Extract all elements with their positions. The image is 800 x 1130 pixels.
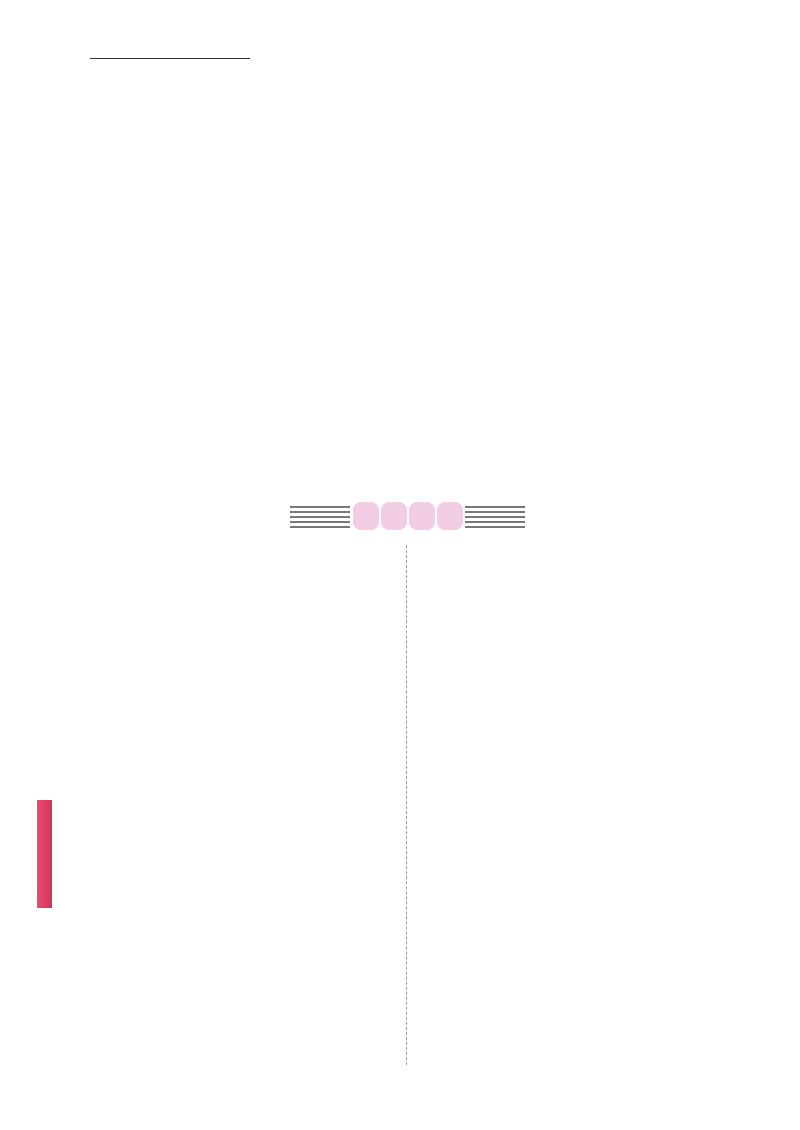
banner-stripes-left: [290, 506, 350, 528]
banner-stripes-right: [465, 506, 525, 528]
section-banner: [290, 498, 525, 536]
header-rule: [90, 58, 250, 59]
banner-char: [409, 502, 435, 530]
banner-char: [353, 502, 379, 530]
banner-title: [348, 498, 467, 534]
banner-char: [381, 502, 407, 530]
side-bookmark-tab: [37, 800, 52, 908]
page-footer: [88, 1063, 96, 1084]
page-header: [90, 28, 320, 64]
banner-char: [437, 502, 463, 530]
column-divider: [406, 545, 407, 1065]
